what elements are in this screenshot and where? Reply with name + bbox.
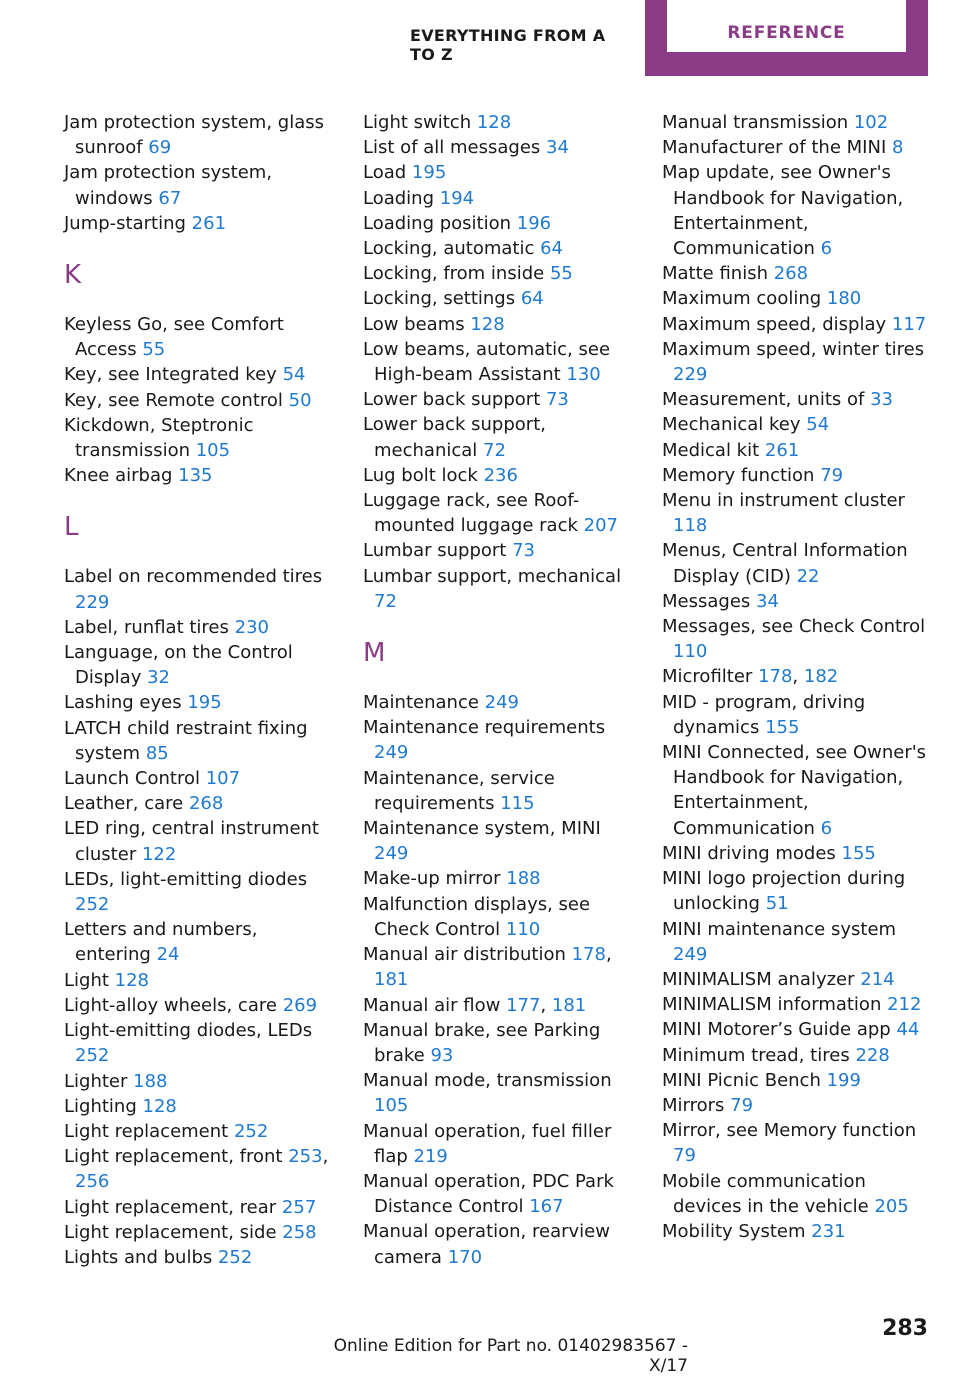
page-reference-link[interactable]: 199 [826, 1069, 861, 1091]
index-entry [363, 463, 631, 488]
page-reference-link[interactable]: 6 [820, 817, 833, 839]
index-term: Measurement, units of [662, 389, 865, 411]
index-entry [363, 211, 631, 236]
index-entry [64, 1195, 332, 1220]
page-reference-link[interactable]: 214 [860, 968, 895, 990]
index-term: Make-up mirror [363, 868, 501, 890]
page-reference-link[interactable]: 219 [413, 1145, 448, 1167]
index-entry [64, 110, 332, 160]
index-term: Manual operation, rearview camera [363, 1221, 610, 1268]
index-term: Maintenance requirements [363, 717, 606, 739]
index-term: Leather, care [64, 793, 184, 815]
index-term: Mirrors [662, 1094, 725, 1116]
index-term: Lighting [64, 1095, 137, 1117]
index-entry [363, 690, 631, 715]
index-entry [363, 866, 631, 891]
index-entry [662, 690, 930, 740]
index-entry [662, 1118, 930, 1168]
index-entry: Light replacement, front 253, 256 [64, 1146, 329, 1193]
index-term: Label on recommended tires [64, 566, 323, 588]
page-reference-link[interactable]: 269 [282, 994, 318, 1016]
page-reference-link[interactable]: 72 [483, 439, 506, 461]
page-reference-link[interactable]: 167 [529, 1196, 564, 1218]
page-reference-link[interactable]: 256 [75, 1171, 110, 1193]
index-entry [363, 337, 631, 387]
page-reference-link[interactable]: 181 [374, 969, 409, 991]
page-reference-link[interactable]: 128 [142, 1095, 177, 1117]
page-reference-link[interactable]: 182 [803, 666, 839, 688]
page-reference-link[interactable]: 110 [673, 641, 708, 663]
index-term: Messages [662, 590, 751, 612]
index-term: Messages, see Check Control [662, 616, 926, 638]
index-entry [363, 236, 631, 261]
index-term: Malfunction displays, see Check Control [363, 893, 591, 940]
index-term: MINI Motorer’s Guide app [662, 1019, 891, 1041]
index-entry [363, 286, 631, 311]
page-reference-link[interactable]: 249 [484, 692, 520, 714]
index-entry [363, 312, 631, 337]
index-term: Lumbar support, mechanical [363, 565, 622, 587]
index-term: Lower back support [363, 389, 541, 411]
page-reference-link[interactable]: 196 [516, 212, 552, 234]
index-term: Light-emitting diodes, LEDs [64, 1020, 313, 1042]
page-reference-link[interactable]: 85 [145, 742, 169, 764]
index-term: Mobility System [662, 1220, 806, 1242]
index-letter-heading: L [64, 512, 79, 543]
index-term: Lighter [64, 1070, 128, 1092]
page-reference-link[interactable]: 55 [549, 263, 573, 285]
chapter-tab-label: REFERENCE [667, 0, 906, 52]
page-reference-link[interactable]: 252 [75, 1045, 110, 1067]
index-term: Matte finish [662, 263, 769, 285]
index-entry [662, 412, 930, 437]
index-entry [363, 1018, 631, 1068]
page-reference-link[interactable]: 231 [811, 1220, 846, 1242]
index-entry [363, 135, 631, 160]
index-entry [363, 1068, 631, 1118]
index-entry [662, 1068, 930, 1093]
index-term: MINI logo projection during unlocking [662, 868, 906, 915]
page-reference-link[interactable]: 51 [765, 893, 789, 915]
index-entry [64, 463, 332, 488]
index-entry [363, 261, 631, 286]
index-term: Locking, settings [363, 288, 516, 310]
index-entry [662, 1219, 930, 1244]
page-reference-link[interactable]: 128 [114, 969, 150, 991]
index-term: Jam protection system, glass sunroof [64, 112, 324, 159]
index-entry [363, 1219, 631, 1269]
index-entry [64, 993, 332, 1018]
index-term: Light replacement, front [64, 1146, 283, 1168]
page-reference-link[interactable]: 258 [282, 1221, 317, 1243]
page-reference-link[interactable]: 64 [540, 238, 563, 260]
index-term: MINI driving modes [662, 842, 836, 864]
index-entry [662, 1043, 930, 1068]
page-reference-link[interactable]: 257 [281, 1196, 317, 1218]
index-term: Loading position [363, 212, 512, 234]
index-column-1 [64, 110, 332, 1270]
page-reference-link[interactable]: 8 [892, 137, 904, 159]
index-term: Manual mode, transmission [363, 1070, 612, 1092]
page-reference-link[interactable]: 105 [195, 440, 231, 462]
index-term: Jump-starting [64, 212, 186, 234]
index-entry [363, 110, 631, 135]
index-term: Light [64, 969, 109, 991]
page-reference-link[interactable]: 24 [156, 944, 180, 966]
index-entry [64, 1220, 332, 1245]
page-reference-link[interactable]: 122 [141, 843, 177, 865]
index-entry [662, 841, 930, 866]
index-entry [363, 564, 631, 614]
page-reference-link[interactable]: 33 [870, 389, 893, 411]
index-entry [64, 1094, 332, 1119]
index-term: Maximum cooling [662, 288, 822, 310]
index-entry: Manual air distribution 178, 181 [363, 944, 612, 991]
page-reference-link[interactable]: 128 [470, 313, 505, 335]
index-entry [64, 1119, 332, 1144]
page-reference-link[interactable]: 55 [142, 339, 166, 361]
page-reference-link[interactable]: 205 [874, 1195, 909, 1217]
page-reference-link[interactable]: 252 [75, 894, 110, 916]
index-term: LEDs, light-emitting diodes [64, 868, 308, 890]
index-entry [64, 791, 332, 816]
index-term: Map update, see Owner's Handbook for Navigation, Entertainment, Communication [662, 162, 904, 260]
index-term: List of all messages [363, 137, 541, 159]
page-reference-link[interactable]: 178 [758, 666, 793, 688]
index-term: Light replacement [64, 1120, 229, 1142]
index-term: Maintenance [363, 692, 479, 714]
index-entry [662, 488, 930, 538]
page-reference-link[interactable]: 195 [187, 692, 222, 714]
index-entry [363, 186, 631, 211]
index-term: MINIMALISM information [662, 994, 882, 1016]
page-reference-link[interactable]: 79 [730, 1094, 754, 1116]
page-reference-link[interactable]: 236 [483, 464, 518, 486]
page-reference-link[interactable]: 73 [545, 389, 569, 411]
index-term: MINIMALISM analyzer [662, 968, 855, 990]
page-reference-link[interactable]: 252 [233, 1120, 269, 1142]
index-letter-heading: K [64, 260, 82, 291]
page-reference-link[interactable]: 249 [673, 943, 708, 965]
index-term: LATCH child restraint fixing system [64, 717, 308, 764]
index-term: Manual operation, PDC Park Distance Control [363, 1170, 614, 1218]
page-reference-link[interactable]: 69 [148, 137, 172, 159]
index-column-3 [662, 110, 930, 1244]
page-reference-link[interactable]: 268 [188, 793, 224, 815]
index-entry [662, 614, 930, 664]
index-term: Load [363, 162, 407, 184]
index-entry [64, 816, 332, 866]
index-entry [363, 766, 631, 816]
page-reference-link[interactable]: 261 [191, 212, 227, 234]
page-reference-link[interactable]: 170 [447, 1246, 483, 1268]
page-reference-link[interactable]: 34 [546, 137, 569, 159]
page-reference-link[interactable]: 155 [765, 716, 800, 738]
index-term: Lights and bulbs [64, 1246, 213, 1268]
page-reference-link[interactable]: 54 [806, 414, 830, 436]
index-term: Keyless Go, see Comfort Access [64, 314, 284, 361]
index-term: Maximum speed, display [662, 313, 887, 335]
index-entry [662, 1169, 930, 1219]
index-entry [64, 867, 332, 917]
page-reference-link[interactable]: 188 [133, 1070, 168, 1092]
index-term: Manual air distribution [363, 944, 566, 966]
index-entry [363, 1169, 631, 1219]
index-entry [662, 866, 930, 916]
index-term: Light switch [363, 112, 472, 133]
page-reference-link[interactable]: 93 [430, 1044, 454, 1066]
index-entry [64, 716, 332, 766]
page-reference-link[interactable]: 79 [820, 464, 844, 486]
page-reference-link[interactable]: 105 [374, 1095, 409, 1117]
page-reference-link[interactable]: 194 [439, 187, 475, 209]
index-entry [662, 967, 930, 992]
index-term: MID - program, driving dynamics [662, 691, 866, 738]
index-column-2 [363, 110, 631, 1270]
index-entry [662, 1093, 930, 1118]
index-term: Knee airbag [64, 465, 173, 487]
page-reference-link[interactable]: 118 [673, 515, 708, 537]
index-term: Microfilter [662, 666, 753, 688]
index-entry [64, 766, 332, 791]
page-reference-link[interactable]: 54 [282, 364, 306, 386]
page-reference-link[interactable]: 180 [826, 288, 862, 310]
index-entry [64, 388, 332, 413]
index-term: Label, runflat tires [64, 616, 229, 638]
index-term: Lashing eyes [64, 692, 182, 714]
page-reference-link[interactable]: 229 [75, 591, 110, 613]
index-entry [662, 261, 930, 286]
index-entry [64, 1018, 332, 1068]
index-term: Manual operation, fuel filler flap [363, 1120, 612, 1167]
index-entry [64, 160, 332, 210]
index-term: MINI maintenance system [662, 918, 897, 940]
page-reference-link[interactable]: 6 [820, 238, 833, 260]
page-reference-link[interactable]: 107 [205, 768, 241, 790]
index-term: Lug bolt lock [363, 464, 478, 486]
page-reference-link[interactable]: 261 [764, 439, 800, 461]
index-entry [662, 917, 930, 967]
index-term: Manual brake, see Parking brake [363, 1019, 601, 1066]
page-reference-link[interactable]: 128 [476, 112, 512, 133]
index-entry [363, 1119, 631, 1169]
page-number: 283 [882, 1316, 928, 1341]
index-entry [64, 564, 332, 614]
index-term: Manual air flow [363, 994, 501, 1016]
index-entry [363, 816, 631, 866]
page-reference-link[interactable]: 22 [796, 565, 820, 587]
index-entry [64, 1245, 332, 1270]
index-entry [64, 615, 332, 640]
index-entry [662, 286, 930, 311]
index-entry [363, 488, 631, 538]
index-entry: Microfilter 178, 182 [662, 666, 839, 688]
page-reference-link[interactable]: 44 [896, 1019, 920, 1041]
page-reference-link[interactable]: 253 [288, 1146, 323, 1168]
index-entry [363, 715, 631, 765]
index-entry [363, 538, 631, 563]
index-entry [64, 312, 332, 362]
page-reference-link[interactable]: 130 [566, 364, 601, 386]
page-reference-link[interactable]: 249 [374, 843, 409, 865]
index-term: Light replacement, rear [64, 1196, 277, 1218]
index-term: Light replacement, side [64, 1221, 277, 1243]
page-reference-link[interactable]: 230 [234, 616, 269, 638]
page-reference-link[interactable]: 177 [506, 994, 541, 1016]
page-reference-link[interactable]: 212 [887, 994, 922, 1016]
index-term: Letters and numbers, entering [64, 919, 258, 966]
index-entry [64, 640, 332, 690]
index-term: Minimum tread, tires [662, 1044, 850, 1066]
index-term: Low beams [363, 313, 465, 335]
index-term: Luggage rack, see Roof-mounted luggage rack [363, 490, 580, 537]
index-entry [662, 337, 930, 387]
page-reference-link[interactable]: 79 [673, 1145, 696, 1167]
index-entry [363, 160, 631, 185]
index-entry [662, 1017, 930, 1042]
index-term: Maximum speed, winter tires [662, 338, 925, 360]
index-term: LED ring, central instrument cluster [64, 818, 319, 865]
chapter-tab [645, 0, 928, 76]
page-reference-link[interactable]: 32 [147, 667, 170, 689]
page-reference-link[interactable]: 228 [855, 1044, 890, 1066]
index-term: Light-alloy wheels, care [64, 994, 277, 1016]
index-term: Mirror, see Memory function [662, 1120, 917, 1142]
index-term: Menu in instrument cluster [662, 490, 905, 512]
edition-footer: Online Edition for Part no. 01402983567 - X/17 [333, 1336, 688, 1376]
page-reference-link[interactable]: 252 [217, 1246, 253, 1268]
index-term: Lower back support, mechanical [363, 414, 546, 461]
index-term: Menus, Central Information Display (CID) [662, 540, 908, 587]
index-term: Key, see Integrated key [64, 364, 277, 386]
index-term: Medical kit [662, 439, 760, 461]
page-reference-link[interactable]: 207 [583, 515, 618, 537]
page-reference-link[interactable]: 229 [673, 364, 708, 386]
page-reference-link[interactable]: 115 [500, 792, 535, 814]
index-letter-heading: M [363, 638, 386, 669]
index-entry [662, 992, 930, 1017]
index-term: Maintenance system, MINI [363, 818, 601, 840]
index-term: Key, see Remote control [64, 389, 283, 411]
page-reference-link[interactable]: 117 [891, 313, 927, 335]
page-reference-link[interactable]: 249 [374, 742, 409, 764]
page-reference-link[interactable]: 34 [756, 590, 779, 612]
index-term: Low beams, automatic, see High-beam Assistant [363, 338, 611, 386]
index-entry [662, 538, 930, 588]
page-reference-link[interactable]: 64 [520, 288, 544, 310]
index-entry [64, 211, 332, 236]
index-term: Memory function [662, 464, 815, 486]
page-reference-link[interactable]: 188 [506, 868, 541, 890]
index-entry [64, 1069, 332, 1094]
index-entry [64, 413, 332, 463]
page-reference-link[interactable]: 155 [841, 842, 876, 864]
index-entry: Manual air flow 177, 181 [363, 994, 587, 1016]
index-entry [662, 463, 930, 488]
page-reference-link[interactable]: 110 [505, 918, 541, 940]
index-entry [662, 160, 930, 261]
index-term: Manufacturer of the MINI [662, 137, 887, 159]
page-reference-link[interactable]: 67 [158, 187, 182, 209]
index-term: Lumbar support [363, 540, 507, 562]
index-term: Mechanical key [662, 414, 801, 436]
index-entry [662, 438, 930, 463]
page-reference-link[interactable]: 268 [773, 263, 809, 285]
index-term: Loading [363, 187, 435, 209]
index-entry [662, 110, 930, 135]
page-reference-link[interactable]: 102 [853, 112, 889, 133]
page-reference-link[interactable]: 73 [512, 540, 535, 562]
index-entry [662, 312, 930, 337]
index-entry [64, 917, 332, 967]
page-reference-link[interactable]: 50 [288, 389, 312, 411]
index-entry [662, 589, 930, 614]
index-term: Launch Control [64, 768, 200, 790]
index-term: Maintenance, service requirements [363, 767, 555, 814]
index-term: Jam protection system, windows [64, 162, 273, 209]
index-entry [662, 740, 930, 841]
index-entry [64, 690, 332, 715]
index-entry [363, 412, 631, 462]
page-reference-link[interactable]: 135 [178, 465, 213, 487]
page-reference-link[interactable]: 195 [411, 162, 447, 184]
index-entry [64, 968, 332, 993]
index-term: Manual transmission [662, 112, 849, 133]
index-entry [363, 387, 631, 412]
index-term: Language, on the Control Display [64, 642, 293, 689]
index-entry [662, 387, 930, 412]
index-term: Mobile communication devices in the vehicle [662, 1170, 869, 1217]
running-header-section: EVERYTHING FROM A TO Z [410, 26, 606, 64]
index-term: MINI Picnic Bench [662, 1069, 821, 1091]
index-term: Locking, from inside [363, 263, 545, 285]
page-reference-link[interactable]: 181 [551, 994, 587, 1016]
index-entry [64, 362, 332, 387]
page-reference-link[interactable]: 72 [374, 590, 397, 612]
index-entry [662, 135, 930, 160]
index-term: Locking, automatic [363, 238, 535, 260]
index-term: MINI Connected, see Owner's Handbook for Navigation, Entertainment, Communication [662, 742, 927, 839]
page-reference-link[interactable]: 178 [571, 944, 606, 966]
index-term: Kickdown, Steptronic transmission [64, 414, 254, 462]
index-entry [363, 892, 631, 942]
